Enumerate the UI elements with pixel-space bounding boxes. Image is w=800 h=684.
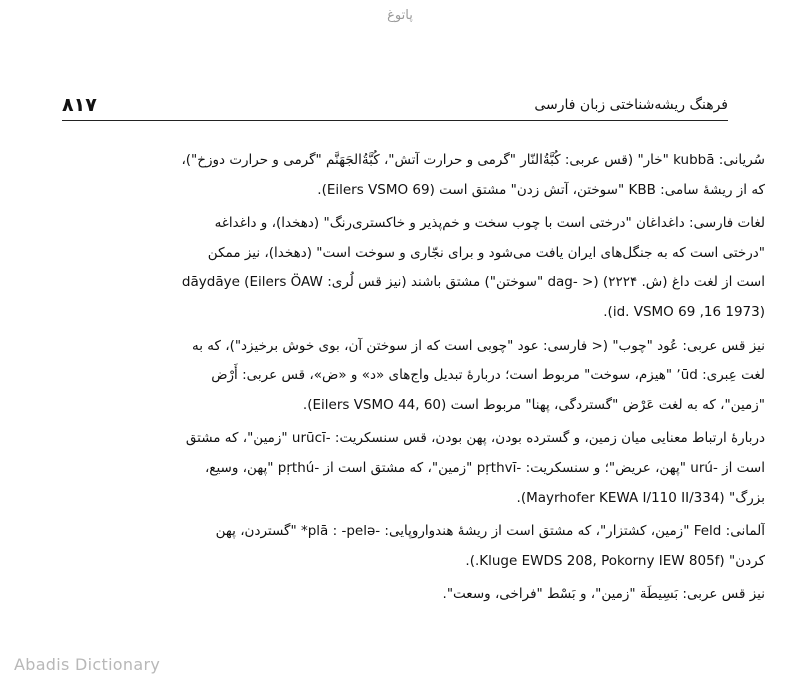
text-line: سُریانی: kubbā "خار" (قس عربی: کُبَّةُ‌النّار "گرمی و حرارت آتش"، کُبَّةُ‌الجَهَنَّم "گرمی و حرارت دوزخ")، — [181, 152, 765, 168]
text-line: که از ریشهٔ سامی: KBB "سوختن، آتش زدن" مشتق است (Eilers VSMO 69). — [317, 181, 765, 198]
text-line: (1973 16, id. VSMO 69). — [603, 303, 765, 320]
text-line: است از لغت داغ (ش. ۲۲۲۴) (< -dag "سوختن") مشتق باشند (نیز قس لُری: dāydāye (Eilers ÖAW — [181, 274, 765, 291]
text-line: نیز قس عربی: عُود "چوب" (< فارسی: عود "چوبی است که از سوختن آن، بوی خوش برخیزد")، که به — [191, 337, 765, 354]
text-line: نیز قس عربی: بَسِیطَة "زمین"، و بَسْط "فراخی، وسعت". — [442, 586, 765, 603]
paragraph-syriac — [38, 146, 765, 205]
paragraph-german — [38, 517, 765, 576]
text-line: آلمانی: Feld "زمین، کشتزار"، که مشتق است از ریشهٔ هندواروپایی: -plā : -pelə* "گستردن، پهن — [215, 523, 765, 540]
paragraph-arabic — [38, 332, 765, 421]
text-line: کردن" (Kluge EWDS 208, Pokorny IEW 805f.). — [465, 552, 765, 569]
paragraph-arabic-2 — [38, 580, 765, 610]
page-header — [62, 94, 728, 121]
text-line: است از -urú "پهن، عریض"؛ و سنسکریت: -pṛthvī "زمین"، که مشتق است از -pṛthú "پهن، وسیع، — [204, 459, 765, 476]
watermark: Abadis Dictionary — [14, 655, 161, 674]
text-line: بزرگ" (Mayrhofer KEWA I/110 II/334). — [516, 489, 765, 506]
text-line: لغات فارسی: داغداغان "درختی است با چوب سخت و خم‌پذیر و خاکستری‌رنگ" (دهخدا)، و داغداغه — [214, 215, 765, 232]
text-line: دربارهٔ ارتباط معنایی میان زمین، و گسترده بودن، پهن بودن، قس سنسکریت: -urūcī "زمین"، که مشتق — [185, 430, 765, 447]
paragraph-persian — [38, 209, 765, 327]
entry-body — [38, 146, 765, 610]
site-title: پاتوغ — [387, 8, 413, 23]
text-line: لغت عِبری: ʼūd "هیزم، سوخت" مربوط است؛ دربارهٔ تبدیل واج‌های «د» و «ض»، قس عربی: أَرْض — [211, 367, 765, 384]
book-title: فرهنگ ریشه‌شناختی زبان فارسی — [534, 97, 728, 113]
text-line: "زمین"، که به لغت عَرْض "گستردگی، پهنا" مربوط است (Eilers VSMO 44, 60). — [302, 396, 765, 413]
paragraph-sanskrit — [38, 424, 765, 513]
text-line: "درختی است که به جنگل‌های ایران یافت می‌شود و برای نجّاری و سوخت است" (دهخدا)، نیز ممکن — [207, 244, 765, 261]
page-number: ۸۱۷ — [62, 94, 97, 116]
